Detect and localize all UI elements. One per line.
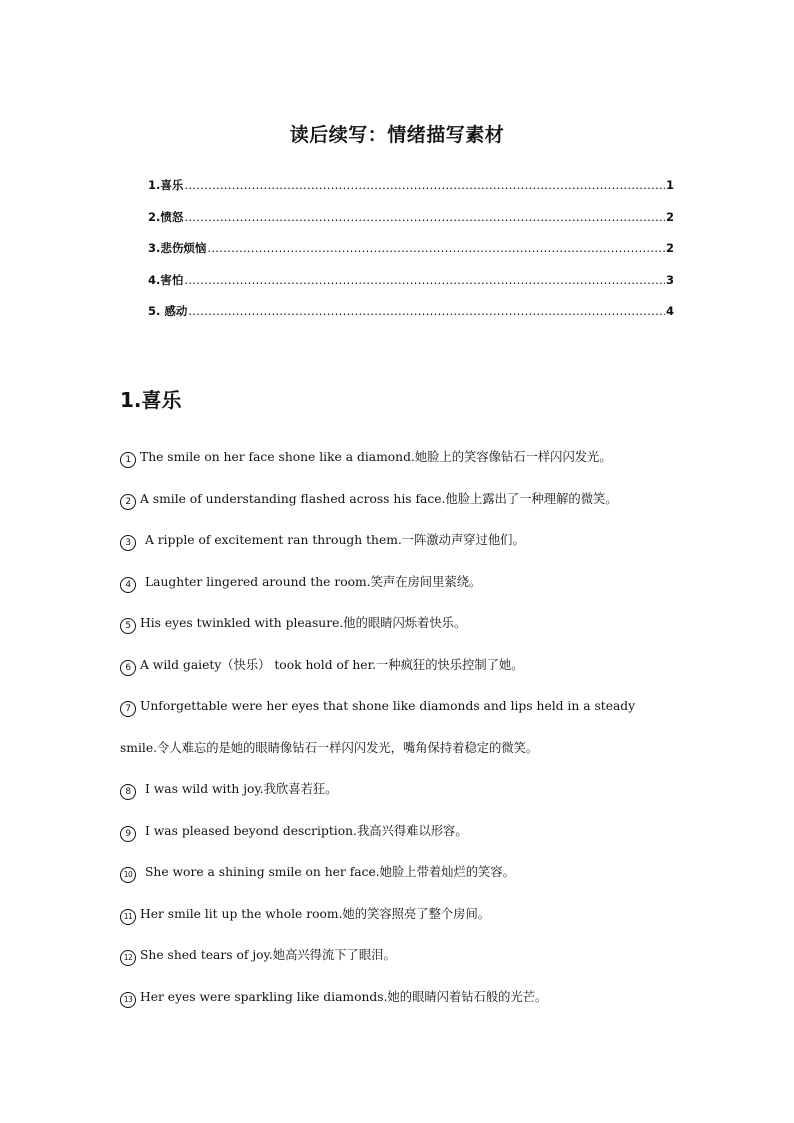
item-number: 8 — [120, 784, 136, 800]
toc-entry-page: 3 — [665, 272, 674, 287]
list-item — [120, 987, 680, 1029]
section-heading: 1.喜乐 — [120, 388, 182, 412]
item-number: 12 — [120, 950, 136, 966]
sentence-list — [120, 447, 680, 1028]
item-text: She wore a shining smile on her face.她脸上带着灿烂的笑容。 — [145, 865, 515, 879]
list-item — [120, 779, 680, 821]
toc-entry-label: 1.喜乐 — [148, 178, 184, 192]
toc-dot-leader — [188, 304, 665, 318]
item-number: 2 — [120, 494, 136, 510]
toc-entry-page: 2 — [665, 209, 674, 224]
toc-entry-label: 3.悲伤烦恼 — [148, 241, 207, 255]
item-number: 1 — [120, 452, 136, 468]
item-text: His eyes twinkled with pleasure.他的眼睛闪烁着快乐。 — [140, 616, 467, 630]
toc-entry-page: 2 — [665, 241, 674, 255]
toc-entry[interactable] — [148, 272, 674, 304]
page-title: 读后续写：情绪描写素材 — [289, 124, 505, 146]
item-text: A wild gaiety（快乐） took hold of her.一种疯狂的快乐控制了她。 — [140, 657, 524, 672]
toc-dot-leader — [207, 241, 665, 255]
item-number: 5 — [120, 618, 136, 634]
toc-dot-leader — [184, 210, 665, 224]
toc-entry-page: 4 — [665, 304, 674, 318]
list-item — [120, 572, 680, 614]
toc-entry-label: 4.害怕 — [148, 272, 184, 287]
list-item — [120, 489, 680, 531]
toc-entry-label: 5. 感动 — [148, 304, 188, 318]
item-number: 9 — [120, 826, 136, 842]
item-text: Laughter lingered around the room.笑声在房间里萦绕。 — [145, 574, 482, 589]
item-text: I was pleased beyond description.我高兴得难以形容。 — [145, 823, 468, 838]
item-number: 13 — [120, 992, 136, 1008]
list-item — [120, 862, 680, 904]
item-number: 10 — [120, 867, 136, 883]
toc-entry[interactable] — [148, 209, 674, 241]
toc-dot-leader — [184, 178, 665, 192]
item-text: The smile on her face shone like a diamond.她脸上的笑容像钻石一样闪闪发光。 — [140, 450, 612, 464]
list-item — [120, 945, 680, 987]
item-text: A ripple of excitement ran through them.一阵激动声穿过他们。 — [145, 533, 525, 547]
toc-entry[interactable] — [148, 303, 674, 335]
list-item — [120, 696, 680, 738]
item-number: 7 — [120, 701, 136, 717]
item-text: Unforgettable were her eyes that shone like diamonds and lips held in a steady — [140, 699, 636, 713]
item-text: A smile of understanding flashed across his face.他脸上露出了一种理解的微笑。 — [140, 491, 618, 506]
list-item-continuation: smile.令人难忘的是她的眼睛像钻石一样闪闪发光，嘴角保持着稳定的微笑。 — [120, 740, 539, 755]
item-number: 3 — [120, 535, 136, 551]
item-text: I was wild with joy.我欣喜若狂。 — [145, 782, 338, 796]
list-item — [120, 613, 680, 655]
list-item — [120, 904, 680, 946]
toc-entry-page: 1 — [665, 178, 674, 192]
toc-entry[interactable] — [148, 240, 674, 272]
toc-entry-label: 2.愤怒 — [148, 209, 184, 224]
table-of-contents — [148, 177, 674, 335]
list-item — [120, 821, 680, 863]
item-number: 6 — [120, 660, 136, 676]
item-text: She shed tears of joy.她高兴得流下了眼泪。 — [140, 948, 396, 962]
item-text: Her eyes were sparkling like diamonds.她的眼睛闪着钻石般的光芒。 — [140, 989, 548, 1004]
toc-dot-leader — [184, 273, 665, 287]
list-item — [120, 530, 680, 572]
toc-entry[interactable] — [148, 177, 674, 209]
item-text: Her smile lit up the whole room.她的笑容照亮了整个房间。 — [140, 906, 491, 921]
list-item — [120, 655, 680, 697]
list-item — [120, 447, 680, 489]
item-number: 11 — [120, 909, 136, 925]
item-number: 4 — [120, 577, 136, 593]
